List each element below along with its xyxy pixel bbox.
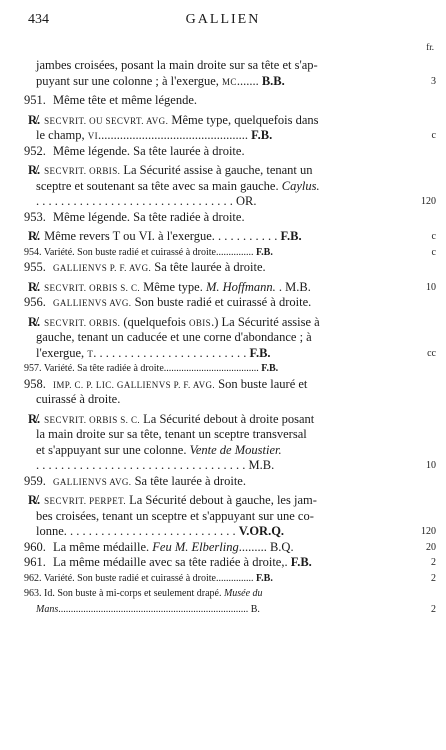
catalog-line (24, 427, 420, 443)
line-text: La Sécurité debout à gauche, les jam- (125, 493, 317, 507)
line-text: M. Hoffmann. (205, 279, 276, 294)
line-text: . . . . . . . . . . . . . . . . . . . . . . . . . . . . . . . . . . M.B. (36, 458, 275, 472)
reverse-mark: R̸. (28, 493, 41, 507)
catalog-line (24, 93, 420, 109)
line-text: Même type, quelquefois dans (168, 112, 319, 127)
legend-text: SECVRIT. PERPET. (44, 496, 126, 506)
legend-text: VI (87, 131, 99, 141)
line-text: 952. (24, 143, 46, 158)
catalog-line (24, 474, 420, 490)
rarity-mark: V.OR.Q. (238, 524, 285, 538)
catalog-line (24, 194, 436, 210)
line-text: . . . . . . . . . . . . . . . . . . . . . . . . . (93, 345, 250, 360)
catalog-line (24, 330, 420, 346)
legend-text: GALLIENVS AVG. (53, 476, 132, 487)
line-text: ............................................................................ B. (58, 603, 260, 615)
legend-text: IMP. C. P. LIC. GALLIENVS P. F. AVG. (53, 379, 216, 390)
reverse-mark: R̸. (28, 112, 41, 127)
catalog-line (24, 586, 420, 602)
line-text: Id. Son buste à mi-corps et seulement drapé. (41, 588, 224, 599)
line-text: .) La Sécurité assise à (211, 314, 320, 329)
legend-text: SECVRIT. ORBIS S. C. (44, 414, 141, 425)
line-text: . . . . . . . . . . . . . . . . . . . . . . . . . . . . . . . . OR. (36, 194, 257, 208)
line-text: La même médaille avec sa tête radiée à droite,. (49, 555, 291, 569)
line-text: ................................................ (98, 128, 252, 142)
catalog-line (24, 571, 436, 587)
line-text: ......... B.Q. (238, 539, 294, 554)
price-value: c (431, 130, 436, 141)
line-text: Feu M. Elberling (152, 539, 239, 554)
price-value: cc (427, 347, 436, 359)
line-text: Variété. Son buste radié et cuirassé à droite............... (41, 246, 256, 258)
catalog-line (24, 539, 436, 556)
line-text: Même type. (140, 279, 206, 294)
legend-text: GALLIENVS P. F. AVG. (53, 263, 152, 273)
line-text: 959. (24, 473, 46, 488)
catalog-line (24, 128, 436, 144)
catalog-line (24, 412, 420, 428)
catalog-line (24, 315, 420, 331)
line-text: Son buste radié et cuirassé à droite. (131, 295, 312, 309)
legend-text: SECVRIT. OU SECVRT. AVG. (44, 115, 169, 126)
line-text: La même médaille. (49, 539, 153, 554)
line-text: lonne. . . . . . . . . . . . . . . . . . . . . . . . . . . . (36, 524, 239, 538)
price-value: 120 (421, 526, 436, 537)
reverse-mark: R̸. (28, 314, 41, 329)
line-text: Son buste lauré et (215, 376, 308, 391)
rarity-mark: F.B. (261, 363, 279, 374)
line-text: l'exergue, (36, 345, 88, 360)
line-text: bes croisées, tenant un sceptre et s'appuyant sur une co- (36, 508, 314, 523)
catalog-line (24, 73, 436, 90)
line-text: 955. (24, 260, 46, 274)
catalog-line (24, 458, 436, 474)
line-text: Musée du (223, 588, 263, 599)
catalog-line (24, 144, 420, 160)
legend-text: T (87, 348, 94, 359)
line-text: puyant sur une colonne ; à l'exergue, (36, 73, 222, 88)
catalog-line (24, 279, 436, 296)
price-value: 20 (426, 541, 436, 553)
rarity-mark: F.B. (249, 345, 271, 360)
catalog-line (24, 345, 436, 362)
line-text: (quelquefois (120, 314, 189, 329)
line-text: et s'appuyant sur une colonne. (36, 442, 190, 457)
legend-text: OBIS (188, 317, 212, 328)
catalog-line (24, 210, 420, 226)
catalog-line (24, 58, 420, 74)
line-text: Même revers T ou VI. à l'exergue. . . . . . . . . . . (44, 229, 281, 243)
rarity-mark: F.B. (280, 229, 302, 243)
catalog-line (24, 179, 420, 195)
price-column-label: fr. (426, 42, 434, 52)
running-title: GALLIEN (185, 12, 261, 27)
catalog-line (24, 229, 436, 245)
line-text: La Sécurité assise à gauche, tenant un (120, 163, 313, 177)
line-text: Variété. Sa tête radiée à droite...................................... (41, 363, 262, 374)
line-text: 954. (24, 246, 42, 258)
catalog-line (24, 602, 436, 618)
line-text: Caylus. (281, 178, 320, 193)
price-value: c (431, 231, 436, 242)
line-text: jambes croisées, posant la main droite sur sa tête et s'ap- (36, 58, 318, 72)
catalog-line (24, 113, 420, 129)
line-text: 957. (24, 363, 42, 374)
catalog-line (24, 295, 420, 311)
line-text: Même légende. Sa tête laurée à droite. (49, 143, 245, 158)
catalog-entries (24, 58, 436, 617)
catalog-line (24, 443, 420, 459)
reverse-mark: R̸. (28, 163, 41, 177)
line-text: 951. (24, 93, 46, 107)
line-text: Variété. Son buste radié et cuirassé à droite............... (41, 572, 256, 584)
catalog-line (24, 509, 420, 525)
price-value: 2 (431, 603, 436, 615)
rarity-mark: F.B. (251, 128, 273, 142)
price-value: 10 (426, 281, 436, 293)
catalog-line (24, 493, 420, 509)
legend-text: GALLIENVS AVG. (53, 298, 132, 308)
line-text: 958. (24, 376, 46, 391)
reverse-mark: R̸. (28, 411, 41, 426)
line-text: ....... (236, 73, 262, 88)
rarity-mark: F.B. (255, 246, 273, 258)
price-value: 2 (431, 572, 436, 584)
line-text: cuirassé à droite. (36, 392, 121, 406)
price-value: 3 (431, 75, 436, 87)
line-text: Même légende. Sa tête radiée à droite. (49, 209, 245, 224)
line-text: 953. (24, 209, 46, 224)
line-text: 962. (24, 572, 42, 584)
line-text: . M.B. (275, 279, 311, 294)
legend-text: SECVRIT. ORBIS. (44, 317, 121, 328)
line-text: sceptre et soutenant sa tête avec sa main gauche. (36, 178, 282, 193)
legend-text: SECVRIT. ORBIS. (44, 166, 121, 176)
catalog-line (24, 392, 420, 408)
line-text: gauche, tenant un caducée et une corne d'abondance ; à (36, 330, 312, 344)
catalog-line (24, 260, 420, 276)
legend-text: MC (222, 76, 237, 87)
line-text: Vente de Moustier. (189, 442, 282, 457)
price-value: 10 (426, 460, 436, 471)
line-text: le champ, (36, 128, 88, 142)
line-text: 961. (24, 555, 46, 569)
price-value: 120 (421, 196, 436, 207)
line-text: Mans (36, 603, 59, 615)
catalog-line (24, 555, 436, 571)
catalog-line (24, 377, 420, 393)
price-value: c (431, 246, 436, 258)
reverse-mark: R̸. (28, 279, 41, 294)
rarity-mark: F.B. (290, 555, 312, 569)
catalog-line (24, 524, 436, 540)
line-text: Même tête et même légende. (49, 93, 198, 107)
line-text: Sa tête laurée à droite. (131, 473, 246, 488)
line-text: 956. (24, 295, 46, 309)
catalog-line (24, 163, 420, 179)
line-text: 960. (24, 539, 46, 554)
line-text: Sa tête laurée à droite. (151, 260, 266, 274)
line-text: 963. (24, 588, 42, 599)
line-text: La Sécurité debout à droite posant (140, 411, 315, 426)
rarity-mark: F.B. (255, 572, 273, 584)
price-value: 2 (431, 557, 436, 568)
catalog-line (24, 361, 420, 377)
reverse-mark: R̸. (28, 229, 41, 243)
rarity-mark: B.B. (261, 73, 285, 88)
legend-text: SECVRIT. ORBIS S. C. (44, 282, 141, 293)
line-text: la main droite sur sa tête, tenant un sceptre transversal (36, 427, 307, 441)
catalog-line (24, 245, 436, 261)
page-number: 434 (28, 12, 49, 27)
